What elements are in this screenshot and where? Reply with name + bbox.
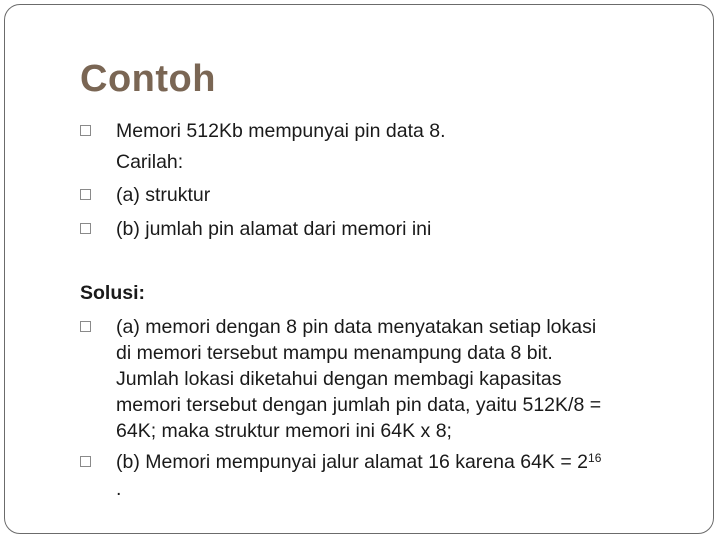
bullet-icon — [80, 223, 91, 234]
bullet-icon — [80, 125, 91, 136]
bullet-icon — [80, 321, 91, 332]
question-line: Memori 512Kb mempunyai pin data 8. — [116, 120, 446, 142]
question-item-a: (a) struktur — [116, 184, 211, 206]
solution-a-line: (a) memori dengan 8 pin data menyatakan setiap lokasi — [116, 316, 597, 338]
question-item-b: (b) jumlah pin alamat dari memori ini — [116, 218, 432, 240]
solution-b-text: (b) Memori mempunyai jalur alamat 16 karena 64K = 2 — [116, 451, 589, 473]
solution-a-line: 64K; maka struktur memori ini 64K x 8; — [116, 420, 452, 442]
solution-b-line — [116, 451, 601, 474]
slide-title: Contoh — [80, 58, 216, 100]
bullet-icon — [80, 189, 91, 200]
solution-b-exponent: 16 — [588, 451, 602, 465]
solution-heading: Solusi: — [80, 282, 146, 304]
question-line: Carilah: — [116, 151, 184, 173]
solution-a-line: di memori tersebut mampu menampung data 8 bit. — [116, 342, 553, 364]
solution-b-trailing: . — [116, 478, 122, 500]
bullet-icon — [80, 456, 91, 467]
solution-a-line: memori tersebut dengan jumlah pin data, yaitu 512K/8 = — [116, 394, 602, 416]
solution-a-line: Jumlah lokasi diketahui dengan membagi kapasitas — [116, 368, 562, 390]
